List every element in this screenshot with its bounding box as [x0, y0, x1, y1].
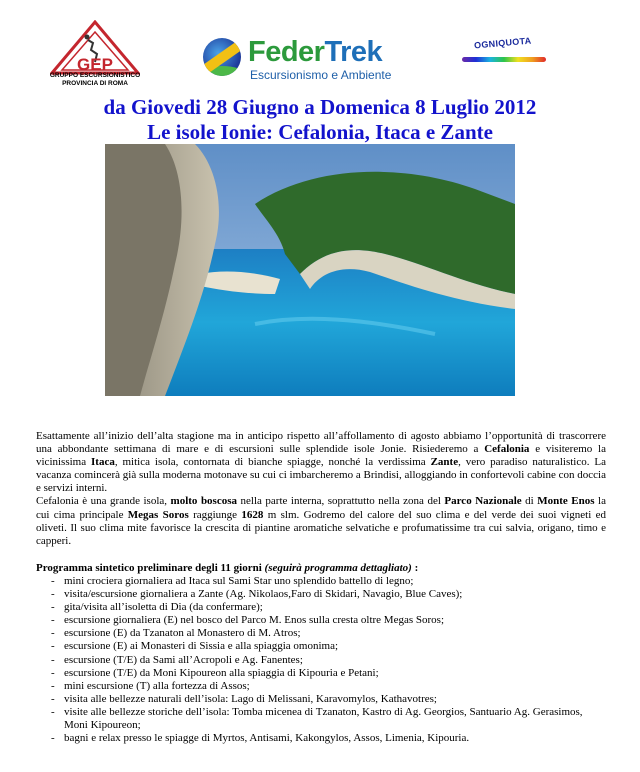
list-item: - escursione (T/E) da Sami all’Acropoli e Ag. Fanentes; — [51, 653, 303, 666]
list-item: - visita/escursione giornaliera a Zante (Ag. Nikolaos,Faro di Skidari, Navagio, Blue Caves); — [51, 588, 463, 601]
ogniquota-logo — [456, 32, 556, 72]
list-item: - mini crociera giornaliera ad Itaca sul Sami Star uno splendido battello di legno; — [51, 574, 414, 587]
header-logos — [0, 0, 640, 95]
title-dates: da Giovedi 28 Giugno a Domenica 8 Luglio 2012 — [103, 95, 537, 119]
list-item: - visite alle bellezze storiche dell’isola: Tomba micenea di Tzanaton, Kastro di Ag. Georgios, Santuario Ag. Gerasimos, Moni Kipoureon; — [51, 705, 583, 731]
list-item: - escursione (E) da Tzanaton al Monastero di M. Atros; — [51, 627, 301, 640]
article-body — [36, 430, 606, 745]
rainbow-bar-icon — [462, 57, 546, 62]
list-item: - escursione (T/E) da Moni Kipoureon alla spiaggia di Kipouria e Petani; — [51, 666, 379, 679]
intro-paragraph: Esattamente all’inizio dell’alta stagione ma in anticipo rispetto all’affollamento di agosto abbiamo l’opportunità di trascorrere una abbondante settimana di mare e di escursioni sulle splendide isole Jonie. Risiederemo a Cefalonia e visiteremo la vicinissima Itaca, mitica isola, contornata di bianche spiagge, nonché la verdissima Zante, vero paradiso naturalistico. La vacanza comincerà già sulla moderna motonave su cui ci imbarcheremo a Brindisi, alloggiando in confortevoli cabine con doccia e servizi interni. — [36, 430, 606, 495]
globe-icon — [203, 38, 241, 76]
list-item: - mini escursione (T) alla fortezza di Assos; — [51, 679, 250, 692]
title-islands: Le isole Ionie: Cefalonia, Itaca e Zante — [147, 120, 493, 144]
navagio-beach-photo — [105, 144, 515, 396]
ogniquota-name: OGNIQUOTA — [473, 35, 532, 51]
program-list — [36, 575, 606, 745]
federtrek-subtitle: Escursionismo e Ambiente — [250, 68, 392, 82]
list-item: - escursione giornaliera (E) nel bosco del Parco M. Enos sulla cresta oltre Megas Soros; — [51, 614, 445, 627]
list-item: - bagni e relax presso le spiagge di Myrtos, Antisami, Kakongylos, Assos, Limenia, Kipouria. — [51, 732, 470, 745]
federtrek-name: FederTrek — [248, 36, 383, 68]
cefalonia-paragraph: Cefalonia è una grande isola, molto boscosa nella parte interna, soprattutto nella zona del Parco Nazionale di Monte Enos la cui cima principale Megas Soros raggiunge 1628 m slm. Godremo del calore del suo clima e del verde dei suoi vigneti ed oliveti. Il suo clima mite favorisce la crescita di piantine aromatiche selvatiche e profumatissime tra cui salvia, origano, timo e capperi. — [36, 495, 606, 547]
program-heading: Programma sintetico preliminare degli 11 giorni (seguirà programma dettagliato) : — [36, 561, 419, 574]
list-item: - gita/visita all’isoletta di Dia (da confermare); — [51, 601, 263, 614]
gep-letters: GEP — [77, 55, 113, 74]
federtrek-logo — [203, 36, 403, 86]
gep-caption: GRUPPO ESCURSIONISTICO PROVINCIA DI ROMA — [49, 72, 141, 87]
list-item: - escursione (E) ai Monasteri di Sissia e alla spiaggia omonima; — [51, 640, 339, 653]
list-item: - visita alle bellezze naturali dell’isola: Lago di Melissani, Karavomylos, Kathavotres; — [51, 692, 437, 705]
